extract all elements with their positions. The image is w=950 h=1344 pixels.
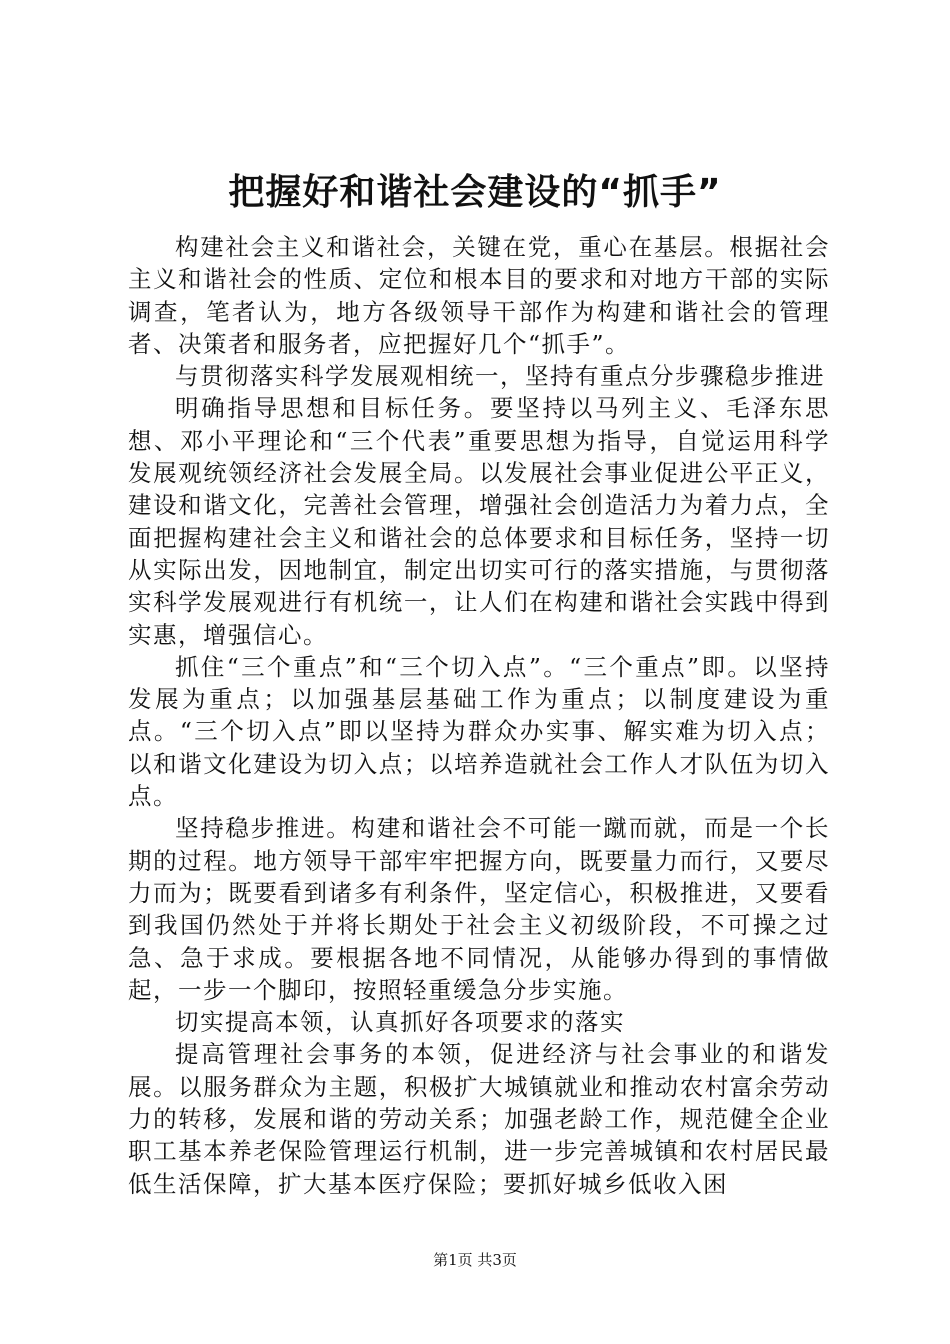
paragraph-steady-progress: 坚持稳步推进。构建和谐社会不可能一蹴而就，而是一个长期的过程。地方领导干部牢牢把握方向，既要量力而行，又要尽力而为；既要看到诸多有利条件，坚定信心，积极推进，又要看到我国仍然处于并将长期处于社会主义初级阶段，不可操之过急、急于求成。要根据各地不同情况，从能够办得到的事情做起，一步一个脚印，按照轻重缓急分步实施。: [128, 814, 830, 1004]
paragraph-improve-ability: 提高管理社会事务的本领，促进经济与社会事业的和谐发展。以服务群众为主题，积极扩大城镇就业和推动农村富余劳动力的转移，发展和谐的劳动关系；加强老龄工作，规范健全企业职工基本养老保险管理运行机制，进一步完善城镇和农村居民最低生活保障，扩大基本医疗保险；要抓好城乡低收入困: [128, 1040, 830, 1198]
document-title: 把握好和谐社会建设的“抓手”: [228, 172, 722, 213]
document-body: [128, 231, 830, 1200]
paragraph-guiding-ideology: 明确指导思想和目标任务。要坚持以马列主义、毛泽东思想、邓小平理论和“三个代表”重要思想为指导，自觉运用科学发展观统领经济社会发展全局。以发展社会事业促进公平正义，建设和谐文化，完善社会管理，增强社会创造活力为着力点，全面把握构建社会主义和谐社会的总体要求和目标任务，坚持一切从实际出发，因地制宜，制定出切实可行的落实措施，与贯彻落实科学发展观进行有机统一，让人们在构建和谐社会实践中得到实惠，增强信心。: [128, 394, 830, 649]
paragraph-intro: 构建社会主义和谐社会，关键在党，重心在基层。根据社会主义和谐社会的性质、定位和根本目的要求和对地方干部的实际调查，笔者认为，地方各级领导干部作为构建和谐社会的管理者、决策者和服务者，应把握好几个“抓手”。: [128, 233, 830, 358]
paragraph-three-points: 抓住“三个重点”和“三个切入点”。“三个重点”即。以坚持发展为重点；以加强基层基础工作为重点；以制度建设为重点。“三个切入点”即以坚持为群众办实事、解实难为切入点；以和谐文化建设为切入点；以培养造就社会工作人才队伍为切入点。: [128, 652, 830, 811]
section-heading-2: 切实提高本领，认真抓好各项要求的落实: [175, 1008, 625, 1037]
page-footer: 第1页 共3页: [433, 1251, 517, 1269]
section-heading-1: 与贯彻落实科学发展观相统一，坚持有重点分步骤稳步推进: [175, 362, 825, 391]
